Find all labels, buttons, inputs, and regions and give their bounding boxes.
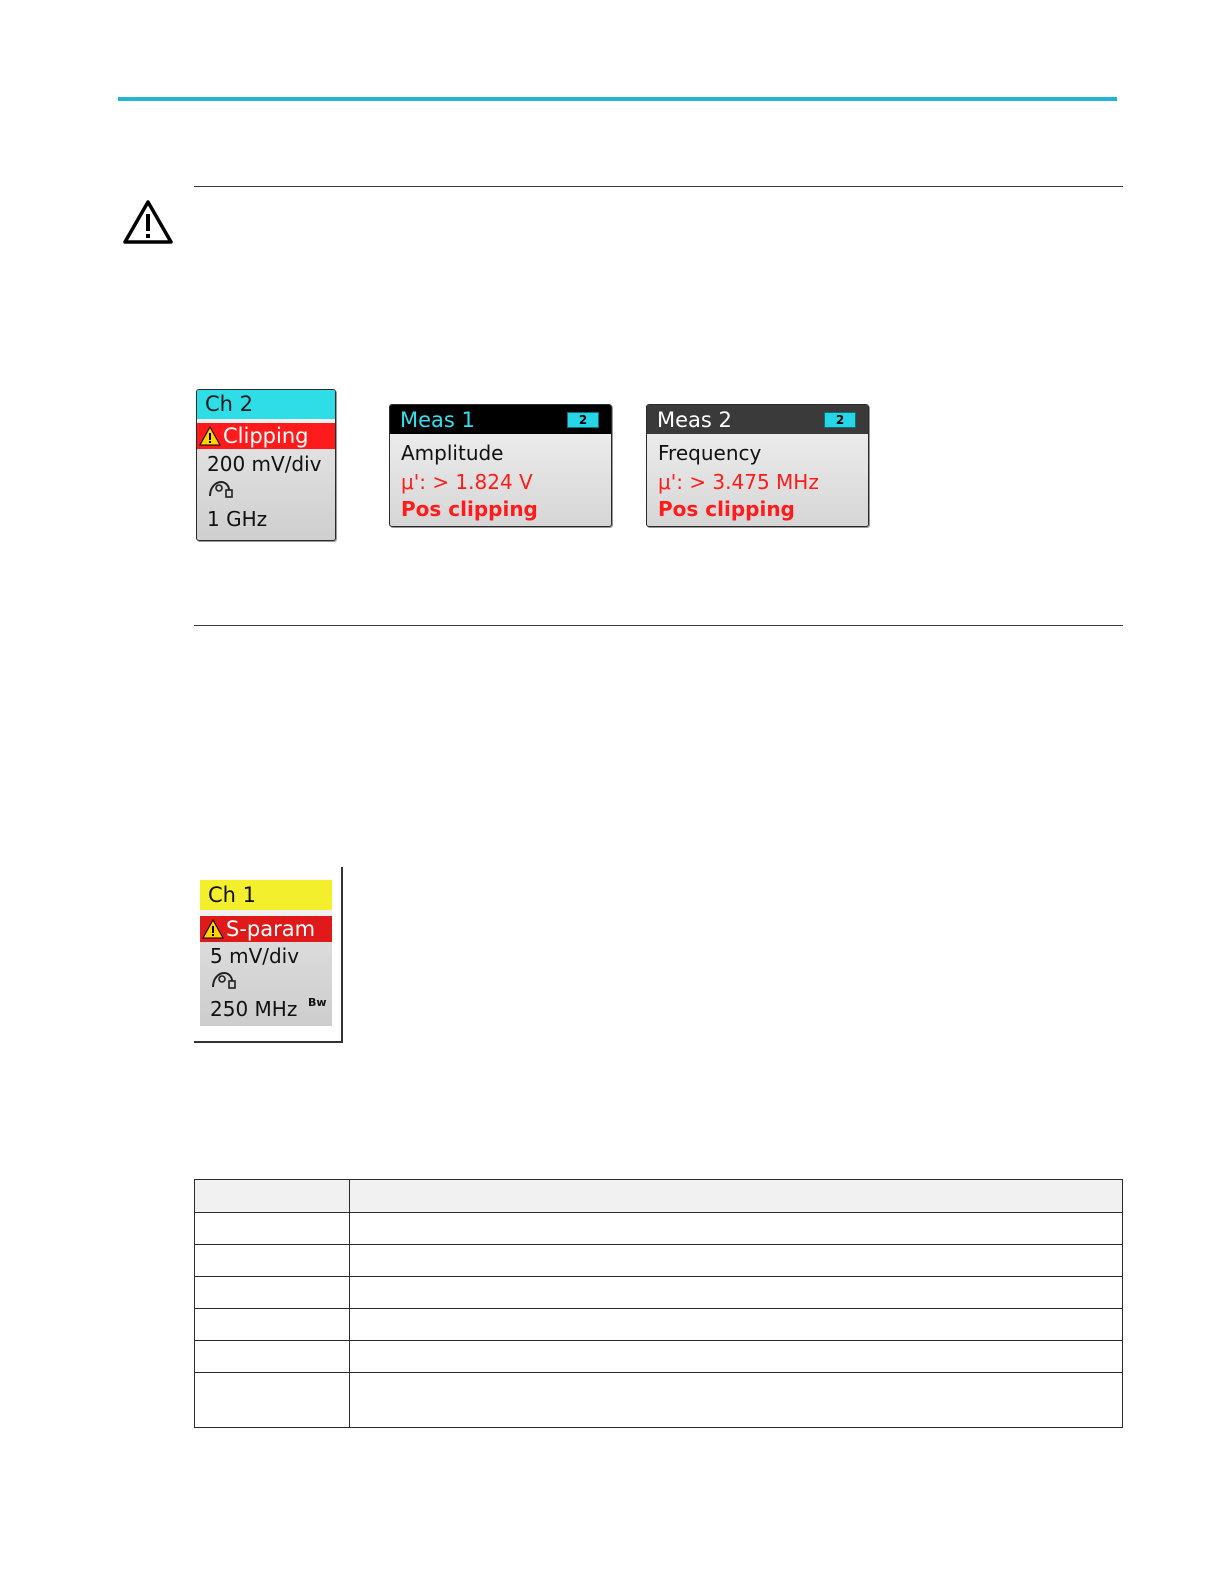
spec-table <box>194 1179 1123 1428</box>
ch1-alert <box>200 916 332 942</box>
table-row <box>195 1245 1123 1277</box>
caution-top-rule <box>194 186 1123 187</box>
table-cell <box>350 1309 1123 1341</box>
table-cell <box>195 1277 350 1309</box>
warning-icon <box>202 919 224 939</box>
warning-icon <box>199 426 221 446</box>
ch2-badge[interactable] <box>196 389 336 541</box>
table-row <box>195 1373 1123 1428</box>
ch2-title: Ch 2 <box>197 390 335 419</box>
table-cell <box>350 1245 1123 1277</box>
meas2-badge[interactable] <box>646 404 869 527</box>
meas1-source-badge: 2 <box>567 412 599 428</box>
meas1-value: μ': > 1.824 V <box>401 470 533 494</box>
ch1-title: Ch 1 <box>200 880 332 910</box>
ch1-bandwidth-row <box>200 992 332 1026</box>
meas2-title: Meas 2 <box>657 407 732 432</box>
ch1-bw-limit-mark: Bw <box>308 996 327 1009</box>
probe-icon <box>197 479 335 501</box>
meas1-name: Amplitude <box>401 441 504 465</box>
table-cell <box>350 1277 1123 1309</box>
ch2-alert <box>197 423 335 449</box>
meas2-status: Pos clipping <box>658 497 795 521</box>
screenshot-frame-right <box>341 867 343 1043</box>
header-rule <box>118 97 1117 101</box>
meas2-source-badge: 2 <box>824 412 856 428</box>
meas2-value: μ': > 3.475 MHz <box>658 470 819 494</box>
ch2-bandwidth: 1 GHz <box>207 507 268 531</box>
meas1-title: Meas 1 <box>400 407 475 432</box>
meas1-badge[interactable] <box>389 404 612 527</box>
table-cell <box>195 1309 350 1341</box>
table-cell <box>350 1213 1123 1245</box>
table-cell <box>195 1373 350 1428</box>
table-header-row <box>195 1180 1123 1213</box>
warning-triangle-icon <box>122 199 174 245</box>
table-row <box>195 1277 1123 1309</box>
caution-bottom-rule <box>194 625 1123 626</box>
screenshot-frame-bottom <box>194 1041 343 1043</box>
table-cell <box>195 1245 350 1277</box>
table-row <box>195 1341 1123 1373</box>
table-cell <box>195 1213 350 1245</box>
ch1-bandwidth: 250 MHz <box>210 997 298 1021</box>
meas2-name: Frequency <box>658 441 762 465</box>
meas1-status: Pos clipping <box>401 497 538 521</box>
ch1-alert-label: S-param <box>226 917 316 941</box>
table-row <box>195 1213 1123 1245</box>
table-cell <box>350 1341 1123 1373</box>
table-cell <box>350 1373 1123 1428</box>
ch2-alert-label: Clipping <box>223 424 309 448</box>
meas1-header <box>390 405 611 434</box>
table-header-cell <box>350 1180 1123 1213</box>
table-cell <box>195 1341 350 1373</box>
table-header-cell <box>195 1180 350 1213</box>
ch2-scale: 200 mV/div <box>207 452 322 476</box>
ch1-badge[interactable] <box>200 880 332 1026</box>
ch1-scale: 5 mV/div <box>210 944 300 968</box>
table-row <box>195 1309 1123 1341</box>
meas2-header <box>647 405 868 434</box>
